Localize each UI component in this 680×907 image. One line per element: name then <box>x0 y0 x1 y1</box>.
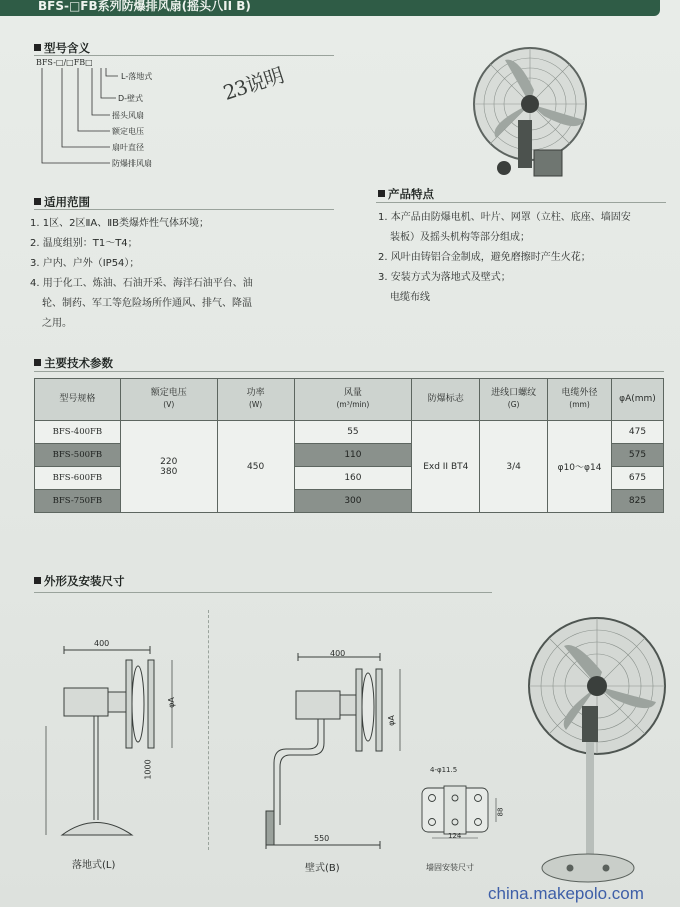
list-item: 1. 1区、2区ⅡA、ⅡB类爆炸性气体环境； <box>30 218 209 229</box>
floor-height-dim: 1000 <box>143 759 153 780</box>
floor-width-dim: 400 <box>94 639 110 648</box>
power-cell: 450 <box>217 421 294 513</box>
airflow-cell: 300 <box>294 490 412 513</box>
model-label-voltage: 额定电压 <box>112 127 144 136</box>
wall-caption: 壁式(B) <box>305 863 340 874</box>
column-header: 风量 (m³/min) <box>294 379 412 421</box>
wall-fan-drawing <box>256 645 416 855</box>
floor-fan-photo <box>522 606 672 891</box>
divider <box>208 610 209 850</box>
square-bullet-icon <box>378 190 385 197</box>
square-bullet-icon <box>34 359 41 366</box>
divider <box>34 209 334 210</box>
floor-diameter-dim: φA <box>166 697 176 708</box>
wall-fan-photo <box>460 38 630 188</box>
floor-fan-drawing <box>40 630 190 845</box>
list-item: 装板）及摇头机构等部分组成； <box>390 232 530 243</box>
column-header: 电缆外径 (mm) <box>548 379 612 421</box>
divider <box>34 592 492 593</box>
scope-heading: 适用范围 <box>34 194 90 210</box>
model-label-blade-diameter: 扇叶直径 <box>112 143 144 152</box>
spec-table <box>34 378 664 513</box>
diameter-cell: 475 <box>611 421 663 444</box>
ex-mark-cell: Exd II BT4 <box>412 421 480 513</box>
divider <box>376 202 666 203</box>
list-item: 3. 安装方式为落地式及壁式； <box>378 272 511 283</box>
list-item: 电缆布线 <box>390 292 430 303</box>
diameter-cell: 575 <box>611 444 663 467</box>
list-item: 2. 温度组别：T1～T4； <box>30 238 138 249</box>
voltage-cell: 220 380 <box>120 421 217 513</box>
model-label-floor: L-落地式 <box>121 72 153 81</box>
mounting-plate-drawing <box>418 776 508 846</box>
list-item: 1. 本产品由防爆电机、叶片、网罩（立柱、底座、墙固安 <box>378 212 631 223</box>
list-item: 4. 用于化工、炼油、石油开采、海洋石油平台、油 <box>30 278 253 289</box>
thread-cell: 3/4 <box>480 421 548 513</box>
watermark: china.makepolo.com <box>488 884 644 903</box>
wall-depth-dim: 550 <box>314 834 330 843</box>
airflow-cell: 55 <box>294 421 412 444</box>
wall-width-dim: 400 <box>330 649 346 658</box>
column-header: 型号规格 <box>35 379 121 421</box>
model-label-wall: D-壁式 <box>118 94 144 103</box>
airflow-cell: 110 <box>294 444 412 467</box>
column-header: 进线口螺纹 (G) <box>480 379 548 421</box>
model-cell: BFS-600FB <box>35 467 121 490</box>
list-item: 3. 户内、户外（IP54）； <box>30 258 140 269</box>
wall-diameter-dim: φA <box>386 715 396 726</box>
model-label-oscillating: 摇头风扇 <box>112 111 144 120</box>
spec-heading: 主要技术参数 <box>34 355 113 371</box>
model-cell: BFS-400FB <box>35 421 121 444</box>
plate-width-dim: 124 <box>448 832 462 840</box>
model-code: BFS-□/□FB□ <box>36 58 93 67</box>
plate-caption: 墙固安装尺寸 <box>426 863 474 872</box>
model-meaning-heading: 型号含义 <box>34 40 90 56</box>
square-bullet-icon <box>34 198 41 205</box>
column-header: 防爆标志 <box>412 379 480 421</box>
features-heading: 产品特点 <box>378 186 434 202</box>
model-label-exhaust-fan: 防爆排风扇 <box>112 159 152 168</box>
plate-height-dim: 88 <box>496 807 505 817</box>
table-header-row <box>35 379 664 421</box>
table-row <box>35 421 664 444</box>
list-item: 之用。 <box>42 318 72 329</box>
model-cell: BFS-500FB <box>35 444 121 467</box>
diameter-cell: 675 <box>611 467 663 490</box>
dimensions-heading: 外形及安装尺寸 <box>34 573 125 589</box>
square-bullet-icon <box>34 577 41 584</box>
plate-holes-dim: 4-φ11.5 <box>430 766 458 774</box>
airflow-cell: 160 <box>294 467 412 490</box>
handwritten-note: 23说明 <box>220 63 287 105</box>
diameter-cell: 825 <box>611 490 663 513</box>
column-header: φA(mm) <box>611 379 663 421</box>
column-header: 额定电压 (V) <box>120 379 217 421</box>
features-list <box>378 208 631 308</box>
cable-cell: φ10～φ14 <box>548 421 612 513</box>
page-header-title: BFS-□FB系列防爆排风扇(摇头八II B) <box>0 0 660 16</box>
floor-caption: 落地式(L) <box>72 860 116 871</box>
column-header: 功率 (W) <box>217 379 294 421</box>
list-item: 2. 风叶由铸铝合金制成，避免磨擦时产生火花； <box>378 252 591 263</box>
list-item: 轮、制药、军工等危险场所作通风、排气、降温 <box>42 298 252 309</box>
model-cell: BFS-750FB <box>35 490 121 513</box>
scope-list <box>30 214 253 334</box>
divider <box>34 371 664 372</box>
